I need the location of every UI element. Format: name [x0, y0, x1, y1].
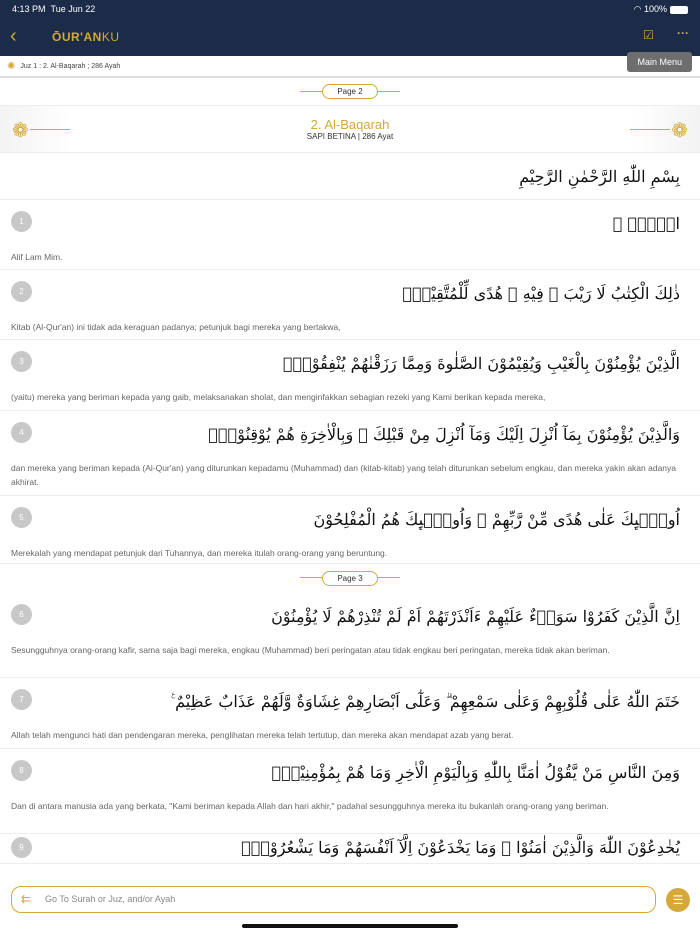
- ayah-translation: (yaitu) mereka yang beriman kepada yang gaib, melaksanakan sholat, dan menginfakkan sebagian rezeki yang Kami berikan kepada mereka,: [11, 392, 546, 402]
- ayah-arabic: وَالَّذِيْنَ يُؤْمِنُوْنَ بِمَآ اُنْزِلَ اِلَيْكَ وَمَآ اُنْزِلَ مِنْ قَبْلِكَ ۚ وَبِالْاٰخِرَةِ هُمْ يُوْقِنُوْنَۗ: [208, 425, 680, 444]
- ayah-number: 8: [11, 760, 32, 781]
- checklist-icon[interactable]: ☑︎: [643, 28, 654, 42]
- status-time: 4:13 PM: [12, 4, 46, 14]
- juz-icon: ✺: [7, 60, 16, 72]
- ayah-translation: Dan di antara manusia ada yang berkata, "Kami beriman kepada Allah dan hari akhir," padahal sesungguhnya mereka itu bukanlah orang-orang yang beriman.: [11, 801, 609, 811]
- wifi-icon: ◠: [633, 4, 642, 14]
- ayah-arabic: الۤمّۤ ۚ: [612, 214, 680, 233]
- ayah-row[interactable]: [0, 678, 700, 749]
- ayah-translation: Sesungguhnya orang-orang kafir, sama saja bagi mereka, engkau (Muhammad) beri peringatan atau tidak engkau beri peringatan, mereka tidak akan beriman.: [11, 645, 610, 655]
- ayah-arabic: اِنَّ الَّذِيْنَ كَفَرُوْا سَوَاۤءٌ عَلَيْهِمْ ءَاَنْذَرْتَهُمْ اَمْ لَمْ تُنْذِرْهُمْ لَا يُؤْمِنُوْنَ: [271, 607, 680, 626]
- ayah-translation: Allah telah mengunci hati dan pendengaran mereka, penglihatan mereka telah tertutup, dan mereka akan mendapat azab yang berat.: [11, 730, 514, 740]
- surah-header: [0, 105, 700, 153]
- ayah-translation: Merekalah yang mendapat petunjuk dari Tuhannya, dan mereka itulah orang-orang yang beruntung.: [11, 548, 388, 558]
- ayah-arabic: يُخٰدِعُوْنَ اللّٰهَ وَالَّذِيْنَ اٰمَنُوْا ۚ وَمَا يَخْدَعُوْنَ اِلَّآ اَنْفُسَهُمْ وَمَا يَشْعُرُوْنَۗ: [241, 838, 680, 857]
- ayah-row[interactable]: [0, 200, 700, 270]
- ayah-arabic: وَمِنَ النَّاسِ مَنْ يَّقُوْلُ اٰمَنَّا بِاللّٰهِ وَبِالْيَوْمِ الْاٰخِرِ وَمَا هُمْ بِمُؤْمِنِيْنَۘ: [271, 763, 680, 782]
- ayah-number: 5: [11, 507, 32, 528]
- app-header: [0, 0, 700, 56]
- ayah-row[interactable]: [0, 270, 700, 340]
- ayah-arabic: خَتَمَ اللّٰهُ عَلٰى قُلُوْبِهِمْ وَعَلٰى سَمْعِهِمْ ۗ وَعَلٰٓى اَبْصَارِهِمْ غِشَاوَةٌ وَّلَهُمْ عَذَابٌ عَظِيْمٌ ࣖ: [171, 692, 680, 711]
- bottom-bar: [0, 882, 700, 934]
- ayah-arabic: اُولٰۤىِٕكَ عَلٰى هُدًى مِّنْ رَّبِّهِمْ ۙ وَاُولٰۤىِٕكَ هُمُ الْمُفْلِحُوْنَ: [313, 510, 680, 529]
- page-label: Page 3: [322, 571, 377, 586]
- juz-bar: [0, 56, 700, 78]
- surah-title: 2. Al-Baqarah: [310, 117, 390, 132]
- status-date: Tue Jun 22: [50, 4, 96, 14]
- search-input[interactable]: [11, 886, 656, 913]
- ayah-translation: dan mereka yang beriman kepada (Al-Qur'an) yang diturunkan kepadamu (Muhammad) dan (kitab-kitab) yang telah diturunkan sebelum engkau, dan mereka yakin akan adanya akhirat.: [11, 463, 677, 487]
- battery-icon: [670, 6, 688, 14]
- list-button[interactable]: [666, 888, 690, 912]
- home-indicator: [242, 924, 458, 928]
- list-icon: ☰: [672, 893, 684, 907]
- ayah-row[interactable]: [0, 593, 700, 678]
- juz-info: Juz 1 : 2. Al-Baqarah ; 286 Ayah: [20, 62, 121, 70]
- ayah-translation: Alif Lam Mim.: [11, 252, 63, 262]
- ayah-number: 2: [11, 281, 32, 302]
- ayah-number: 3: [11, 351, 32, 372]
- ayah-number: 1: [11, 211, 32, 232]
- ayah-row[interactable]: [0, 834, 700, 864]
- status-bar: [12, 4, 688, 15]
- back-button[interactable]: ‹: [10, 25, 17, 47]
- ayah-number: 4: [11, 422, 32, 443]
- page-marker: [0, 564, 700, 593]
- page-label: Page 2: [322, 84, 377, 99]
- ayah-number: 6: [11, 604, 32, 625]
- ayah-row[interactable]: [0, 340, 700, 411]
- ayah-number: 7: [11, 689, 32, 710]
- ayah-row[interactable]: [0, 496, 700, 564]
- ayah-row[interactable]: [0, 749, 700, 834]
- battery-text: 100%: [643, 4, 667, 14]
- bismillah: بِسْمِ اللّٰهِ الرَّحْمٰنِ الرَّحِيْمِ: [0, 153, 700, 200]
- ayah-row[interactable]: [0, 411, 700, 496]
- app-logo: ŌUR'ANKU: [52, 30, 120, 44]
- main-menu-tooltip: Main Menu: [627, 52, 692, 72]
- search-placeholder: Go To Surah or Juz, and/or Ayah: [45, 894, 176, 904]
- ayah-arabic: ذٰلِكَ الْكِتٰبُ لَا رَيْبَ ۛ فِيْهِ ۛ هُدًى لِّلْمُتَّقِيْنَۙ: [402, 284, 680, 303]
- more-icon[interactable]: ···: [677, 26, 689, 40]
- ayah-translation: Kitab (Al-Qur'an) ini tidak ada keraguan padanya; petunjuk bagi mereka yang bertakwa,: [11, 322, 341, 332]
- goto-icon: ⇇: [21, 892, 32, 906]
- ornament-icon: ❁: [12, 120, 29, 142]
- ayah-number: 9: [11, 837, 32, 858]
- ayah-arabic: الَّذِيْنَ يُؤْمِنُوْنَ بِالْغَيْبِ وَيُقِيْمُوْنَ الصَّلٰوةَ وَمِمَّا رَزَقْنٰهُمْ يُنْفِقُوْنَۙ: [283, 354, 680, 373]
- surah-subtitle: SAPI BETINA | 286 Ayat: [306, 132, 394, 141]
- ornament-icon: ❁: [671, 120, 688, 142]
- page-marker: [0, 78, 700, 105]
